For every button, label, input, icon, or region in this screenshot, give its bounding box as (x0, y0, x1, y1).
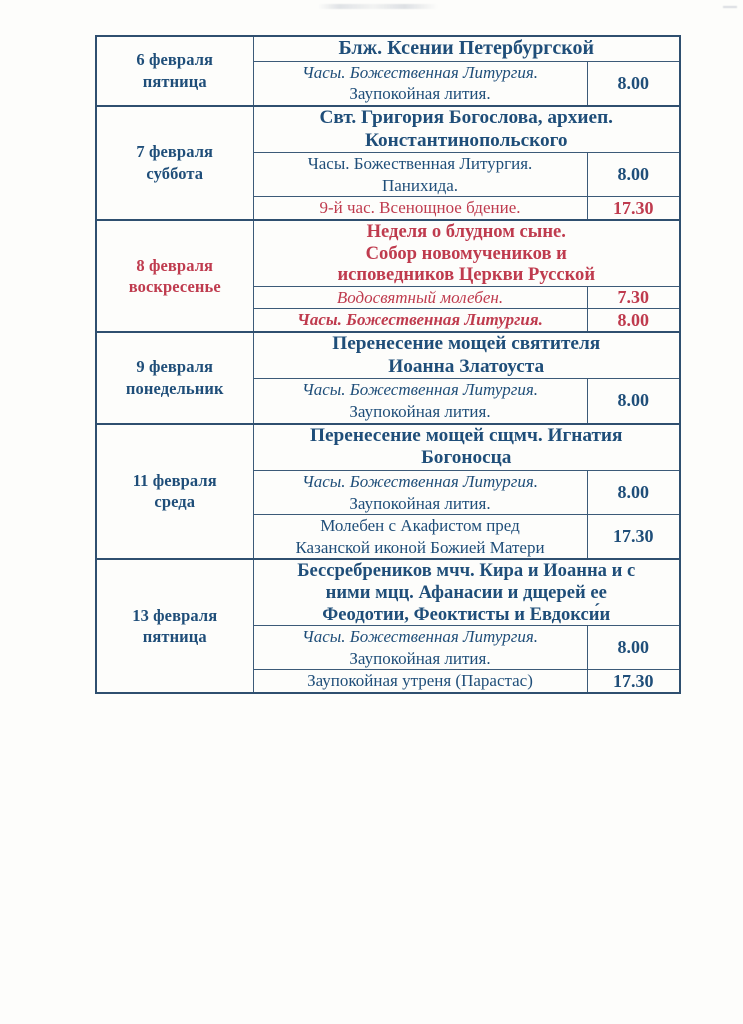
feast-title-line: Блж. Ксении Петербургской (338, 37, 595, 59)
schedule-day-title-row (96, 36, 680, 61)
date-weekday: понедельник (125, 378, 224, 398)
feast-title-cell (253, 332, 680, 379)
schedule-day-title-row (96, 106, 680, 153)
feast-title-cell (253, 220, 680, 286)
service-time-cell: 8.00 (587, 309, 680, 332)
date-weekday: среда (154, 492, 196, 512)
service-text-line: Заупокойная утреня (Парастас) (307, 671, 533, 691)
date-cell (96, 106, 253, 220)
schedule-day-title-row (96, 332, 680, 379)
service-text-line: Молебен с Акафистом пред (320, 516, 520, 536)
feast-title-cell (253, 36, 680, 61)
date-cell (96, 332, 253, 424)
service-text-cell (253, 309, 587, 332)
schedule-day-title-row (96, 424, 680, 471)
service-text-cell (253, 670, 587, 693)
date-day-month: 9 февраля (136, 357, 214, 377)
service-time-cell: 8.00 (587, 471, 680, 515)
service-text-cell (253, 61, 587, 106)
service-time-cell: 17.30 (587, 515, 680, 560)
service-schedule-sheet (95, 35, 679, 694)
feast-title-cell (253, 106, 680, 153)
schedule-day-title-row (96, 559, 680, 625)
service-time-cell: 8.00 (587, 61, 680, 106)
feast-title-line: Феодотии, Феоктисты и Евдокси́и (322, 603, 611, 625)
service-text-line: Панихида. (381, 175, 459, 195)
feast-title-line: Бессребреников мчч. Кира и Иоанна и с (297, 560, 636, 582)
service-time-cell: 7.30 (587, 286, 680, 309)
date-day-month: 11 февраля (132, 471, 217, 491)
service-text-line: Казанской иконой Божией Матери (295, 537, 545, 557)
scan-artifact-corner (723, 6, 737, 8)
schedule-day-title-row (96, 220, 680, 286)
service-text-line: Заупокойная лития. (349, 401, 491, 421)
service-text-line: Часы. Божественная Литургия. (301, 472, 539, 492)
service-time-cell: 8.00 (587, 379, 680, 424)
feast-title-line: Свт. Григория Богослова, архиеп. (319, 106, 614, 128)
feast-title-line: Богоносца (421, 447, 512, 469)
feast-title-cell (253, 559, 680, 625)
service-text-line: Заупокойная лития. (349, 648, 491, 668)
service-text-cell (253, 197, 587, 220)
date-weekday: суббота (146, 163, 204, 183)
service-time-cell: 8.00 (587, 626, 680, 670)
date-weekday: воскресенье (128, 276, 221, 296)
feast-title-line: Константинопольского (364, 129, 568, 151)
feast-title-line: Перенесение мощей сщмч. Игнатия (310, 424, 623, 446)
date-cell (96, 220, 253, 332)
date-day-month: 8 февраля (136, 255, 214, 275)
service-time-cell: 8.00 (587, 153, 680, 197)
date-day-month: 7 февраля (136, 142, 214, 162)
date-cell (96, 424, 253, 560)
feast-title-line: Перенесение мощей святителя (332, 332, 601, 354)
date-weekday: пятница (142, 627, 207, 647)
service-text-line: Часы. Божественная Литургия. (307, 154, 533, 174)
service-schedule-table (95, 35, 681, 694)
date-cell (96, 36, 253, 106)
service-text-line: Часы. Божественная Литургия. (301, 62, 539, 82)
service-text-line: 9-й час. Всенощное бдение. (319, 198, 521, 218)
service-time-cell: 17.30 (587, 670, 680, 693)
service-text-cell (253, 379, 587, 424)
feast-title-line: Иоанна Златоуста (388, 355, 545, 377)
service-text-cell (253, 286, 587, 309)
service-text-cell (253, 471, 587, 515)
service-text-line: Часы. Божественная Литургия. (301, 380, 539, 400)
service-text-line: Водосвятный молебен. (336, 287, 504, 307)
service-text-line: Заупокойная лития. (349, 493, 491, 513)
date-day-month: 13 февраля (132, 605, 218, 625)
service-text-line: Часы. Божественная Литургия. (297, 310, 543, 330)
service-text-cell (253, 626, 587, 670)
feast-title-line: ними мцц. Афанасии и дщерей ее (325, 581, 607, 603)
date-weekday: пятница (142, 71, 207, 91)
feast-title-line: Неделя о блудном сыне. (366, 221, 566, 243)
date-cell (96, 559, 253, 692)
service-text-cell (253, 153, 587, 197)
service-text-line: Заупокойная лития. (349, 84, 491, 104)
date-day-month: 6 февраля (136, 50, 214, 70)
feast-title-line: Собор новомучеников и (365, 242, 567, 264)
service-time-cell: 17.30 (587, 197, 680, 220)
feast-title-line: исповедников Церкви Русской (337, 264, 596, 286)
service-text-cell (253, 515, 587, 560)
feast-title-cell (253, 424, 680, 471)
service-text-line: Часы. Божественная Литургия. (301, 627, 539, 647)
scan-artifact-top (318, 4, 438, 9)
